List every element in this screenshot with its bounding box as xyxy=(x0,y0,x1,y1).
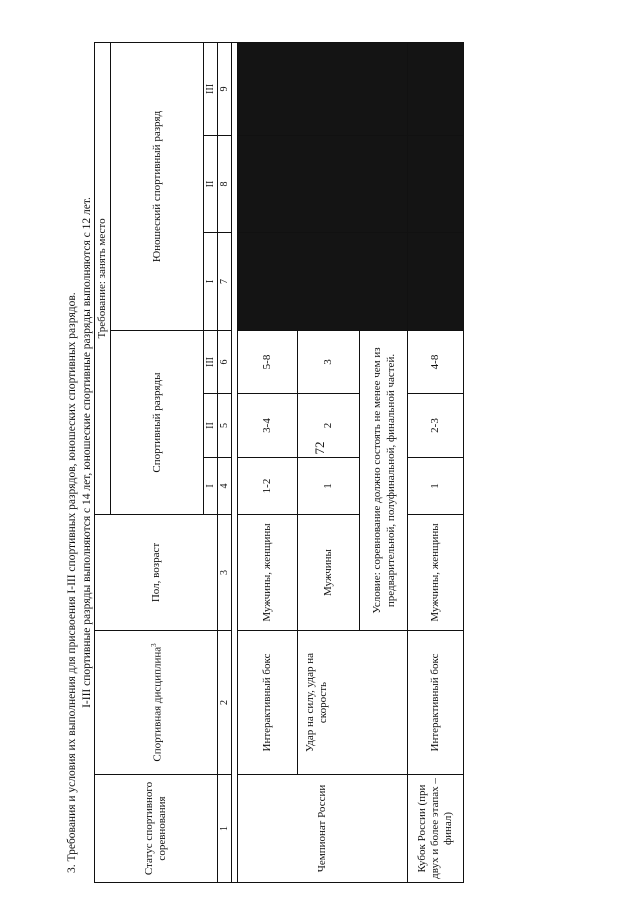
footnote-mark: 3 xyxy=(149,643,158,647)
youth-rank-1-empty xyxy=(238,233,408,331)
discipline-strike: Удар на силу, удар на скорость xyxy=(298,631,408,775)
gender-age-cell: Мужчины, женщины xyxy=(408,515,464,631)
header-discipline xyxy=(95,631,218,775)
discipline-interactive-boxing: Интерактивный бокс xyxy=(408,631,464,775)
subtitle: I-III спортивные разряды выполняются с 14 лет, юношеские спортивные разряды выполняются с 12 лет. xyxy=(81,197,93,708)
header-sport-ranks: Спортивный разряды xyxy=(111,331,204,515)
col-number: 4 xyxy=(218,458,232,515)
condition-note: Условие: соревнование должно состоять не менее чем из предварительной, полуфинальной, финальной частей. xyxy=(360,331,408,631)
youth-rank-3-empty xyxy=(238,42,408,135)
header-sport-rank-1: I xyxy=(204,458,218,515)
discipline-interactive-boxing: Интерактивный бокс xyxy=(238,631,298,775)
sport-rank-2-place: 3-4 xyxy=(238,394,298,458)
header-youth-ranks: Юношеский спортивный разряд xyxy=(111,42,204,330)
sport-rank-1-place: 1-2 xyxy=(238,458,298,515)
status-cup: Кубок России (при двух и более этапах – финал) xyxy=(408,775,464,883)
sport-rank-2-place: 2-3 xyxy=(408,394,464,458)
gender-age-cell: Мужчины xyxy=(298,515,360,631)
header-youth-rank-2: II xyxy=(204,136,218,233)
requirements-table xyxy=(94,42,464,883)
youth-rank-2-empty xyxy=(238,136,408,233)
sport-rank-1-place: 1 xyxy=(408,458,464,515)
status-championship: Чемпионат России xyxy=(238,775,408,883)
youth-rank-2-empty xyxy=(408,136,464,233)
col-number: 1 xyxy=(218,775,232,883)
intro-text: 3. Требования и условия их выполнения для присвоения I-III спортивных разрядов, юношеских спортивных разрядов. xyxy=(66,292,78,873)
header-gender-age: Пол, возраст xyxy=(95,515,218,631)
youth-rank-3-empty xyxy=(408,42,464,135)
header-requirement: Требование: занять место xyxy=(95,42,111,514)
header-youth-rank-3: III xyxy=(204,42,218,135)
gender-age-cell: Мужчины, женщины xyxy=(238,515,298,631)
col-number: 5 xyxy=(218,394,232,458)
header-sport-rank-2: II xyxy=(204,394,218,458)
sport-rank-1-place: 1 xyxy=(298,458,360,515)
col-number: 9 xyxy=(218,42,232,135)
youth-rank-1-empty xyxy=(408,233,464,331)
col-number: 8 xyxy=(218,136,232,233)
sport-rank-2-place: 2 xyxy=(298,394,360,458)
sport-rank-3-place: 3 xyxy=(298,331,360,394)
sport-rank-3-place: 4-8 xyxy=(408,331,464,394)
sport-rank-3-place: 5-8 xyxy=(238,331,298,394)
col-number: 6 xyxy=(218,331,232,394)
rotated-content xyxy=(65,22,454,883)
header-youth-rank-1: I xyxy=(204,233,218,331)
page-number: 72 xyxy=(312,441,327,455)
header-status: Статус спортивного соревнования xyxy=(95,775,218,883)
col-number: 2 xyxy=(218,631,232,775)
col-number: 7 xyxy=(218,233,232,331)
col-number: 3 xyxy=(218,515,232,631)
header-discipline-text: Спортивная дисциплина xyxy=(151,646,164,762)
header-sport-rank-3: III xyxy=(204,331,218,394)
